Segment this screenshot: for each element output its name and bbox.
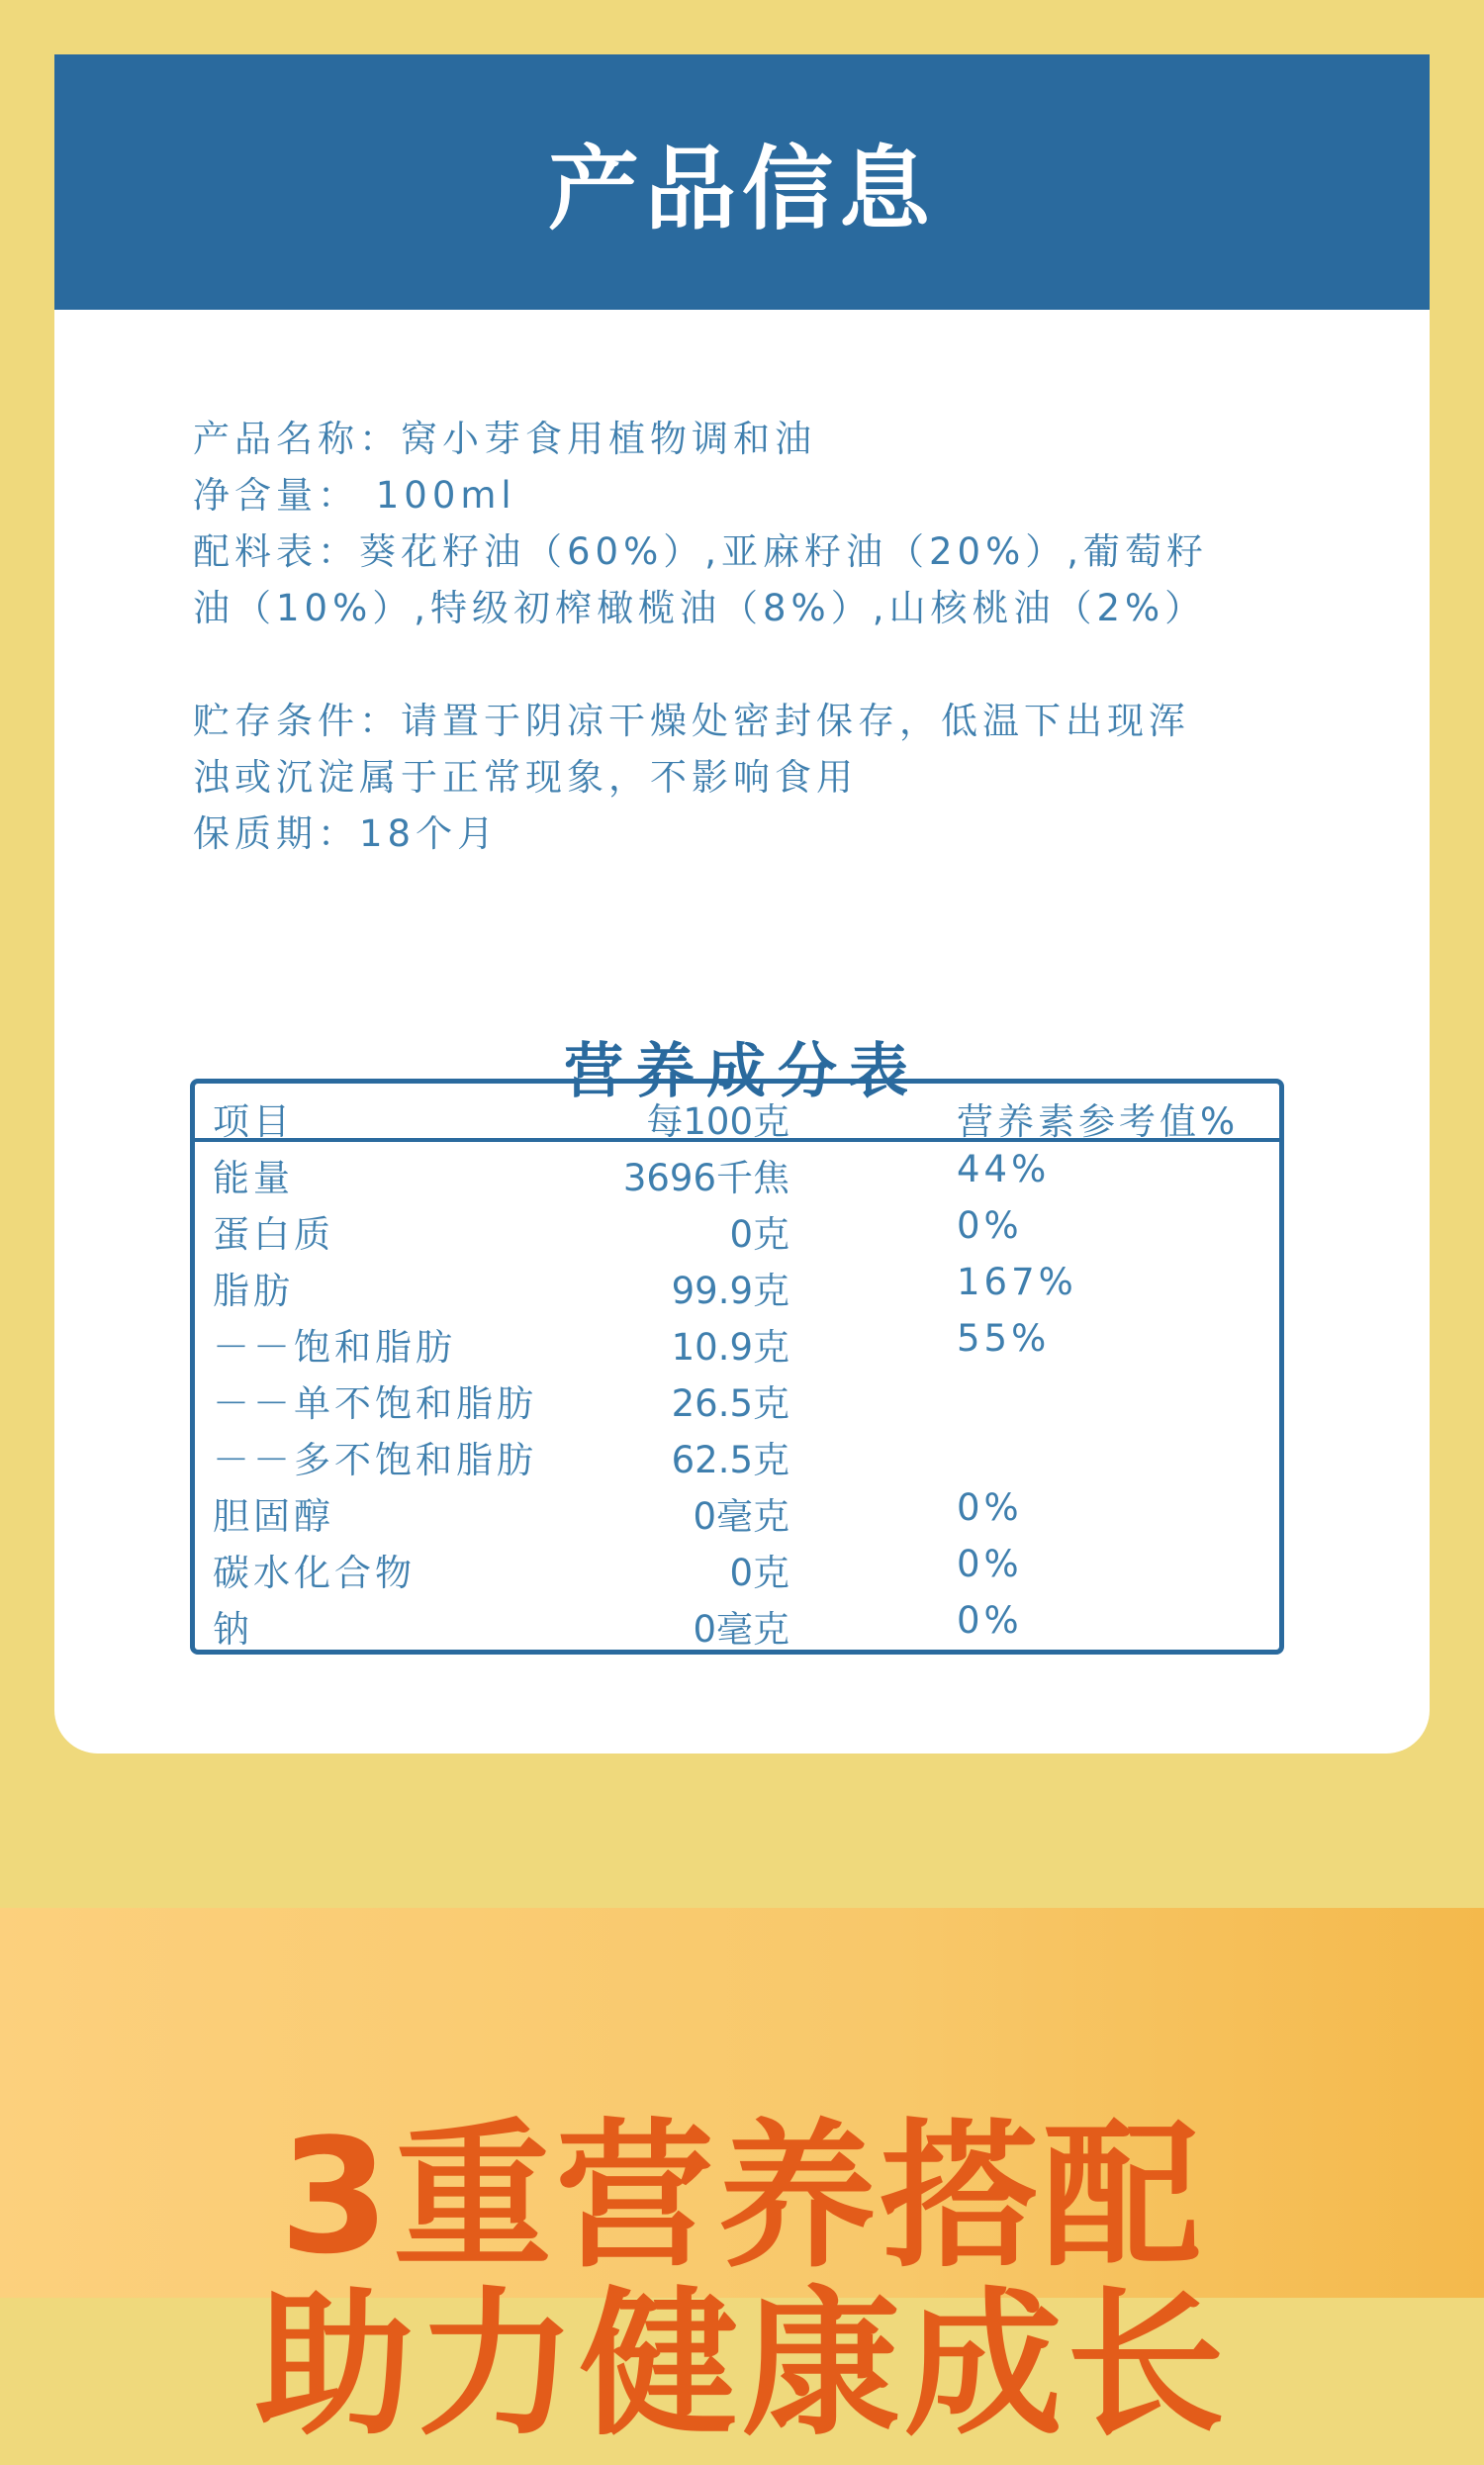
row-amount: 10.9克 <box>671 1326 789 1369</box>
info-line-storage-1: 贮存条件：请置于阴凉干燥处密封保存，低温下出现浑 <box>193 700 1190 742</box>
table-row <box>195 1478 1279 1538</box>
card-header <box>54 54 1430 310</box>
row-item: －－多不饱和脂肪 <box>213 1439 537 1481</box>
row-item: －－饱和脂肪 <box>213 1326 456 1369</box>
row-item: －－单不饱和脂肪 <box>213 1382 537 1425</box>
row-item: 胆固醇 <box>213 1495 334 1538</box>
row-item: 能量 <box>213 1157 294 1199</box>
row-amount: 26.5克 <box>671 1382 789 1425</box>
row-item: 脂肪 <box>213 1270 294 1312</box>
row-item: 碳水化合物 <box>213 1552 416 1594</box>
info-line-ingredients-2: 油（10%）,特级初榨橄榄油（8%）,山核桃油（2%） <box>193 587 1207 629</box>
nutrition-title: 营养成分表 <box>564 1037 920 1106</box>
header-item: 项目 <box>213 1100 294 1143</box>
info-line-storage-2: 浊或沉淀属于正常现象，不影响食用 <box>193 756 858 799</box>
info-line-shelf-life: 保质期：18个月 <box>193 812 500 855</box>
row-nrv: 0% <box>957 1543 1023 1585</box>
row-amount: 99.9克 <box>671 1270 789 1312</box>
table-header-row <box>195 1084 1279 1142</box>
table-row <box>195 1196 1279 1256</box>
row-nrv: 167% <box>957 1261 1077 1303</box>
table-row <box>195 1591 1279 1651</box>
page-title: 产品信息 <box>547 137 936 242</box>
banner-line-1: 3重营养搭配 <box>279 2104 1205 2289</box>
nutrition-table <box>190 1079 1284 1655</box>
header-nrv: 营养素参考值% <box>957 1100 1240 1143</box>
row-nrv: 0% <box>957 1486 1023 1529</box>
row-amount: 0克 <box>729 1552 789 1594</box>
info-line-net-content: 净含量： 100ml <box>193 474 516 517</box>
row-item: 蛋白质 <box>213 1213 334 1256</box>
spacer <box>193 636 1301 693</box>
table-row <box>195 1140 1279 1199</box>
row-amount: 3696千焦 <box>622 1157 789 1199</box>
info-line-name: 产品名称：窝小芽食用植物调和油 <box>193 418 816 460</box>
product-info-text <box>193 411 1301 862</box>
promo-banner <box>0 1908 1484 2457</box>
table-row <box>195 1535 1279 1594</box>
table-row <box>195 1253 1279 1312</box>
table-row <box>195 1366 1279 1425</box>
row-amount: 0毫克 <box>693 1495 789 1538</box>
row-amount: 0克 <box>729 1213 789 1256</box>
table-row <box>195 1422 1279 1481</box>
row-nrv: 0% <box>957 1204 1023 1247</box>
banner-line-2: 助力健康成长 <box>254 2272 1229 2457</box>
row-nrv: 44% <box>957 1148 1051 1190</box>
row-amount: 0毫克 <box>693 1608 789 1651</box>
row-nrv: 0% <box>957 1599 1023 1642</box>
row-item: 钠 <box>213 1608 253 1651</box>
row-nrv: 55% <box>957 1317 1051 1360</box>
row-amount: 62.5克 <box>671 1439 789 1481</box>
table-row <box>195 1309 1279 1369</box>
header-per-100g: 每100克 <box>646 1100 789 1143</box>
info-line-ingredients-1: 配料表：葵花籽油（60%）,亚麻籽油（20%）,葡萄籽 <box>193 530 1208 573</box>
product-info-card <box>54 54 1430 1754</box>
